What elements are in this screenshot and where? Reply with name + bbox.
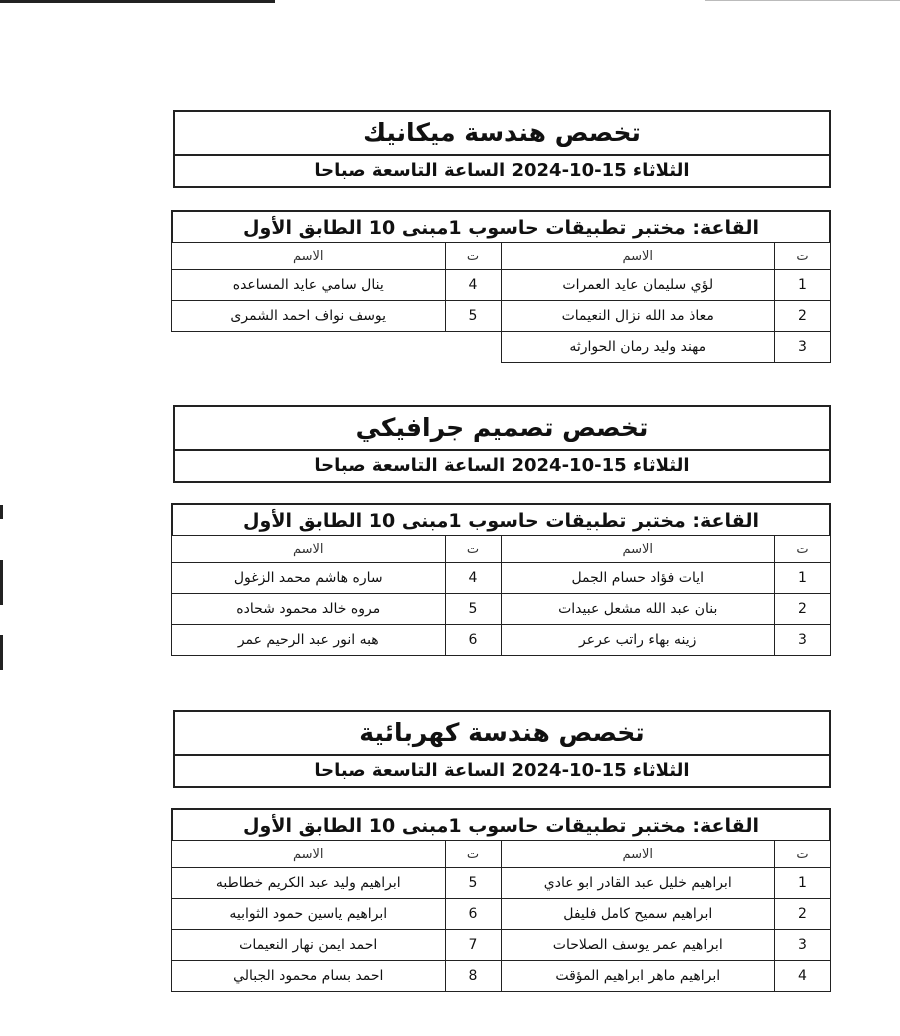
section-header (173, 710, 831, 788)
scan-edge-mark (0, 505, 3, 519)
col-header-name: الاسم (172, 536, 446, 563)
exam-date: الثلاثاء 15-10-2024 الساعة التاسعة صباحا (314, 455, 690, 476)
table-row (172, 625, 831, 656)
section-title: تخصص هندسة ميكانيك (175, 112, 829, 156)
row-number: 1 (775, 563, 831, 594)
col-header-name: الاسم (172, 841, 446, 868)
table-row (172, 270, 831, 301)
hall-label: القاعة: مختبر تطبيقات حاسوب 1مبنى 10 الطابق الأول (171, 808, 831, 840)
student-name: هبه انور عبد الرحيم عمر (172, 625, 446, 656)
row-number: 3 (775, 930, 831, 961)
table-row (172, 930, 831, 961)
student-name: ابراهيم سميح كامل فليفل (501, 899, 775, 930)
section-mechanical (171, 110, 831, 363)
students-table (171, 535, 831, 656)
col-header-num: ت (775, 536, 831, 563)
section-header (173, 110, 831, 188)
student-name: بنان عبد الله مشعل عبيدات (501, 594, 775, 625)
col-header-num: ت (775, 841, 831, 868)
row-number: 3 (775, 625, 831, 656)
student-name: مهند وليد رمان الحوارثه (501, 332, 775, 363)
row-number: 3 (775, 332, 831, 363)
col-header-num: ت (445, 536, 501, 563)
student-name: ابراهيم ماهر ابراهيم المؤقت (501, 961, 775, 992)
row-number: 2 (775, 301, 831, 332)
table-header-row (172, 841, 831, 868)
student-name: زينه بهاء راتب عرعر (501, 625, 775, 656)
student-name: احمد ايمن نهار النعيمات (172, 930, 446, 961)
exam-date: الثلاثاء 15-10-2024 الساعة التاسعة صباحا (314, 160, 690, 181)
row-number: 2 (775, 899, 831, 930)
students-table (171, 840, 831, 992)
student-name: ابراهيم وليد عبد الكريم خطاطبه (172, 868, 446, 899)
student-name: يوسف نواف احمد الشمرى (172, 301, 446, 332)
section-graphic-design (171, 405, 831, 656)
col-header-num: ت (445, 243, 501, 270)
row-number: 6 (445, 625, 501, 656)
table-row (172, 332, 831, 363)
student-name: ابراهيم ياسين حمود الثوابيه (172, 899, 446, 930)
col-header-name: الاسم (501, 841, 775, 868)
student-name: ابراهيم عمر يوسف الصلاحات (501, 930, 775, 961)
scan-artifact-line (705, 0, 900, 1)
row-number: 5 (445, 868, 501, 899)
col-header-num: ت (775, 243, 831, 270)
row-number: 5 (445, 301, 501, 332)
col-header-name: الاسم (501, 243, 775, 270)
row-number: 4 (775, 961, 831, 992)
col-header-num: ت (445, 841, 501, 868)
table-header-row (172, 536, 831, 563)
student-name: ساره هاشم محمد الزغول (172, 563, 446, 594)
section-title: تخصص هندسة كهربائية (175, 712, 829, 756)
col-header-name: الاسم (172, 243, 446, 270)
student-name: مروه خالد محمود شحاده (172, 594, 446, 625)
students-table (171, 242, 831, 363)
row-number: 1 (775, 868, 831, 899)
row-number: 8 (445, 961, 501, 992)
hall-label: القاعة: مختبر تطبيقات حاسوب 1مبنى 10 الطابق الأول (171, 503, 831, 535)
student-name: ينال سامي عايد المساعده (172, 270, 446, 301)
exam-date: الثلاثاء 15-10-2024 الساعة التاسعة صباحا (314, 760, 690, 781)
table-row (172, 961, 831, 992)
student-name: ايات فؤاد حسام الجمل (501, 563, 775, 594)
table-row (172, 563, 831, 594)
student-name: ابراهيم خليل عبد القادر ابو عادي (501, 868, 775, 899)
table-row (172, 594, 831, 625)
table-row (172, 868, 831, 899)
section-electrical (171, 710, 831, 992)
table-header-row (172, 243, 831, 270)
empty-cell (445, 332, 501, 363)
row-number: 5 (445, 594, 501, 625)
row-number: 4 (445, 563, 501, 594)
hall-label: القاعة: مختبر تطبيقات حاسوب 1مبنى 10 الطابق الأول (171, 210, 831, 242)
row-number: 2 (775, 594, 831, 625)
scan-edge-mark (0, 635, 3, 670)
row-number: 7 (445, 930, 501, 961)
section-header (173, 405, 831, 483)
section-title: تخصص تصميم جرافيكي (175, 407, 829, 451)
scan-artifact-line (0, 0, 275, 3)
row-number: 4 (445, 270, 501, 301)
scan-edge-mark (0, 560, 3, 605)
col-header-name: الاسم (501, 536, 775, 563)
row-number: 1 (775, 270, 831, 301)
student-name: معاذ مد الله نزال النعيمات (501, 301, 775, 332)
student-name: احمد بسام محمود الجبالي (172, 961, 446, 992)
empty-cell (172, 332, 446, 363)
table-row (172, 899, 831, 930)
table-row (172, 301, 831, 332)
row-number: 6 (445, 899, 501, 930)
student-name: لؤي سليمان عايد العمرات (501, 270, 775, 301)
